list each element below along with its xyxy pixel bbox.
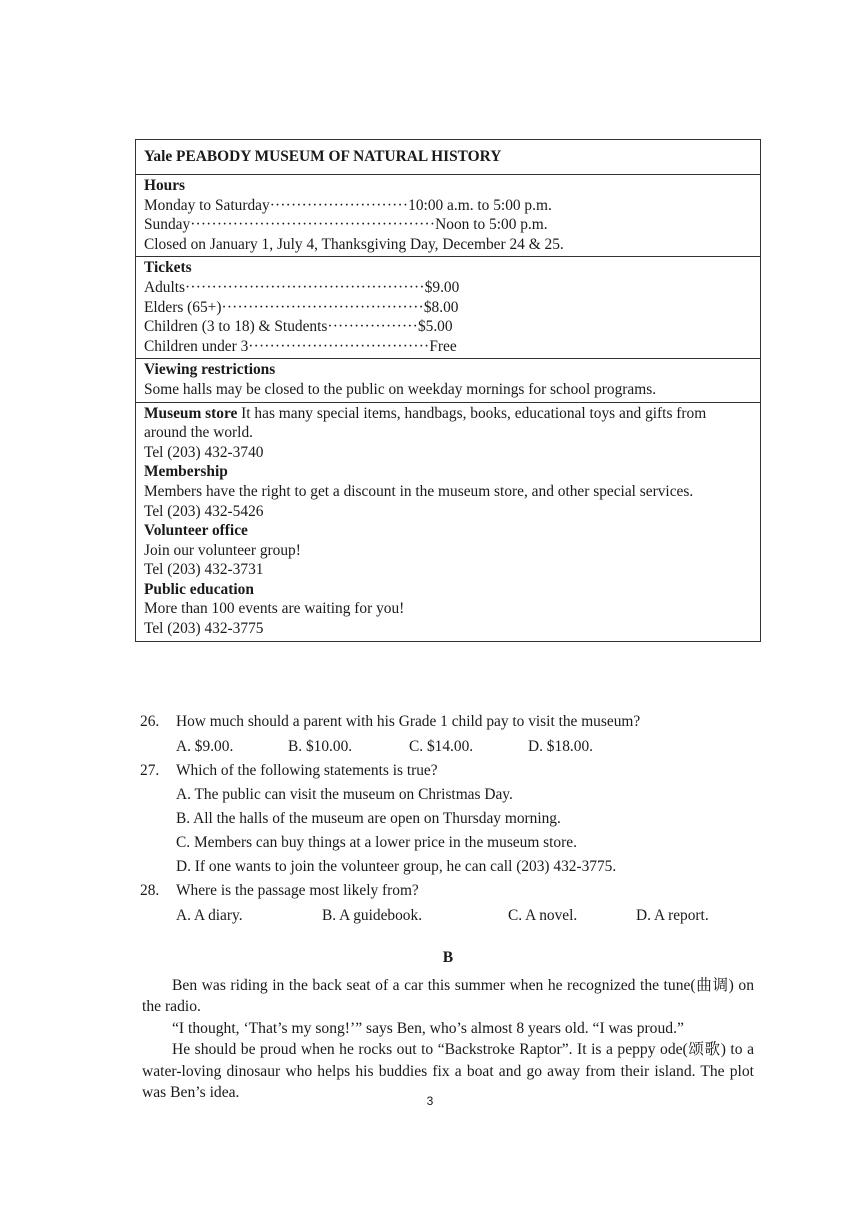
- leader-dots: ·············································: [185, 278, 425, 296]
- question-text: Which of the following statements is true?: [176, 762, 438, 779]
- hours-label: Monday to Saturday: [144, 196, 270, 214]
- ticket-price: Free: [429, 337, 457, 355]
- option-d: D. $18.00.: [528, 738, 593, 755]
- option-d: D. A report.: [636, 907, 709, 924]
- option-b: B. A guidebook.: [322, 907, 423, 924]
- leader-dots: ··································: [248, 337, 430, 355]
- option-d: D. If one wants to join the volunteer group, he can call (203) 432-3775.: [176, 858, 617, 875]
- museum-info-table: [135, 139, 761, 642]
- section-heading: B: [442, 949, 454, 966]
- tickets-heading: Tickets: [144, 259, 192, 277]
- question-28-options: [140, 903, 780, 928]
- ticket-price: $5.00: [417, 318, 453, 336]
- passage-b: [142, 947, 754, 1104]
- membership-tel: Tel (203) 432-5426: [144, 502, 264, 520]
- hours-section: [136, 174, 760, 256]
- viewing-section: [136, 358, 760, 401]
- store-block: [144, 404, 752, 443]
- option-c: C. Members can buy things at a lower price in the museum store.: [176, 834, 577, 851]
- ticket-price: $8.00: [423, 298, 459, 316]
- hours-value: Noon to 5:00 p.m.: [435, 216, 548, 234]
- question-27: [140, 759, 780, 783]
- table-title-row: [136, 140, 760, 174]
- education-heading: Public education: [144, 580, 254, 598]
- option-c: C. A novel.: [508, 907, 578, 924]
- education-tel: Tel (203) 432-3775: [144, 620, 264, 638]
- ticket-row: [144, 278, 752, 298]
- closed-days: Closed on January 1, July 4, Thanksgiving Day, December 24 & 25.: [144, 235, 564, 253]
- store-text: It has many special items, handbags, books, educational toys and gifts from around the world.: [144, 404, 707, 442]
- paragraph: “I thought, ‘That’s my song!’” says Ben, who’s almost 8 years old. “I was proud.”: [172, 1019, 684, 1037]
- questions-block: [140, 710, 780, 928]
- question-number: 27.: [140, 762, 160, 779]
- leader-dots: ·················: [327, 318, 418, 336]
- hours-row: [144, 215, 752, 235]
- membership-heading: Membership: [144, 463, 228, 481]
- ticket-label: Elders (65+): [144, 298, 222, 316]
- option-b: B. All the halls of the museum are open on Thursday morning.: [176, 810, 561, 827]
- ticket-label: Adults: [144, 278, 186, 296]
- paragraph: Ben was riding in the back seat of a car this summer when he recognized the tune(曲调) on the radio.: [142, 976, 754, 1015]
- ticket-label: Children under 3: [144, 337, 249, 355]
- viewing-text: Some halls may be closed to the public on weekday mornings for school programs.: [144, 380, 657, 398]
- leader-dots: ··························: [269, 196, 409, 214]
- question-26: [140, 710, 780, 734]
- question-26-options: [140, 734, 780, 759]
- option-b: B. $10.00.: [288, 738, 353, 755]
- hours-label: Sunday: [144, 216, 191, 234]
- question-number: 28.: [140, 882, 160, 899]
- store-tel: Tel (203) 432-3740: [144, 443, 264, 461]
- membership-text: Members have the right to get a discount in the museum store, and other special services.: [144, 482, 694, 500]
- question-28: [140, 879, 780, 903]
- ticket-label: Children (3 to 18) & Students: [144, 318, 328, 336]
- store-heading: Museum store: [144, 404, 238, 422]
- hours-row: [144, 196, 752, 216]
- viewing-heading: Viewing restrictions: [144, 361, 276, 379]
- volunteer-text: Join our volunteer group!: [144, 541, 301, 559]
- option-c: C. $14.00.: [409, 738, 474, 755]
- paragraph: He should be proud when he rocks out to “Backstroke Raptor”. It is a peppy ode(颂歌) to a water-loving dinosaur who helps his buddies fix a boat and go away from their island. The plot was Ben’s idea.: [142, 1041, 754, 1101]
- question-number: 26.: [140, 713, 160, 730]
- option-a: A. $9.00.: [176, 738, 234, 755]
- hours-value: 10:00 a.m. to 5:00 p.m.: [408, 196, 552, 214]
- education-text: More than 100 events are waiting for you!: [144, 600, 405, 618]
- ticket-row: [144, 298, 752, 318]
- option-a: A. A diary.: [176, 907, 243, 924]
- page-number: 3: [426, 1094, 434, 1108]
- option-a: A. The public can visit the museum on Christmas Day.: [176, 786, 513, 803]
- question-text: Where is the passage most likely from?: [176, 882, 419, 899]
- ticket-row: [144, 337, 752, 357]
- ticket-row: [144, 317, 752, 337]
- tickets-section: [136, 256, 760, 358]
- volunteer-heading: Volunteer office: [144, 522, 248, 540]
- question-text: How much should a parent with his Grade 1 child pay to visit the museum?: [176, 713, 641, 730]
- museum-title: Yale PEABODY MUSEUM OF NATURAL HISTORY: [144, 148, 502, 166]
- ticket-price: $9.00: [424, 278, 460, 296]
- services-section: [136, 402, 760, 641]
- hours-heading: Hours: [144, 177, 186, 194]
- leader-dots: ··············································: [190, 216, 436, 234]
- volunteer-tel: Tel (203) 432-3731: [144, 561, 264, 579]
- leader-dots: ······································: [221, 298, 424, 316]
